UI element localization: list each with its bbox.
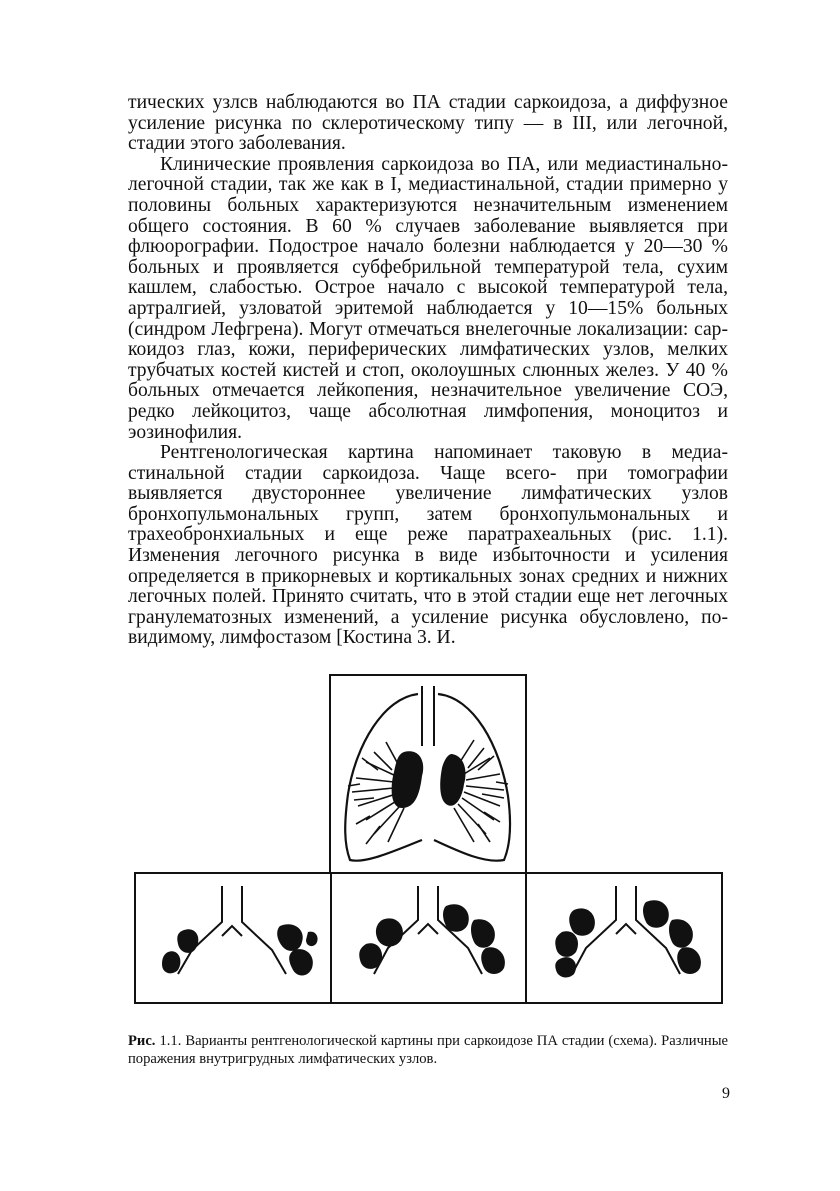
paragraph-3: Рентгенологическая картина напоминает таковую в медиастинальной стадии саркоидоза. Чаще всего- при томографии выявляется двустороннее увеличение лимфатических узлов бронхопульмональных групп, затем бронхопульмональных и трахеобронхиальных и еще реже паратрахеальных (рис. 1.1). Изменения легочного рисунка в виде избыточности и усиления определяется в прикорневых и кортикальных зонах средних и нижних легочных полей. Принято считать, что в этой стадии еще нет легочных гранулематозных изменений, а усиление рисунка обусловлено, по-видимому, лимфостазом [Костина 3. И. <box>128 442 728 649</box>
page-number: 9 <box>722 1085 730 1102</box>
chest-xray-schematic <box>330 675 526 873</box>
caption-text: 1.1. Варианты рентгенологической картины при саркоидозе ПА стадии (схема). Различные поражения внутригрудных лимфатических узлов. <box>128 1033 728 1067</box>
body-text <box>128 93 728 649</box>
variant-panel-3 <box>555 886 701 977</box>
lymph-node-variants <box>135 873 722 1003</box>
figure-1-1 <box>134 674 724 1004</box>
variant-panel-1 <box>162 886 318 976</box>
paragraph-1: тических узлсв наблюдаются во ПА стадии саркоидоза, а диффузное усиление рисунка по склеротическому типу — в III, или легочной, стадии этого заболевания. <box>128 92 728 155</box>
variant-panel-2 <box>359 886 505 974</box>
paragraph-2: Клинические проявления саркоидоза во ПА, или медиастинально-легочной стадии, так же как в I, медиастинальной, стадии примерно у половины больных характеризуются незначительным изменением общего состояния. В 60 % случаев заболевание выявляется при флюорографии. Подострое начало болезни наблюдается у 20—30 % больных и проявляется субфебрильной температурой тела, сухим кашлем, слабостью. Острое начало с высокой температурой тела, артралгией, узловатой эритемой наблюдается у 10—15% больных (синдром Лефгрена). Могут отмечаться внелегочные локализации: саркоидоз глаз, кожи, периферических лимфатических узлов, мелких трубчатых костей кистей и стоп, околоушных слюнных желез. У 40 % больных отмечается лейкопения, незначительное увеличение СОЭ, редко лейкоцитоз, чаще абсолютная лимфопения, моноцитоз и эозинофилия. <box>128 153 728 443</box>
figure-caption <box>128 1032 728 1068</box>
caption-label: Рис. <box>128 1033 156 1049</box>
